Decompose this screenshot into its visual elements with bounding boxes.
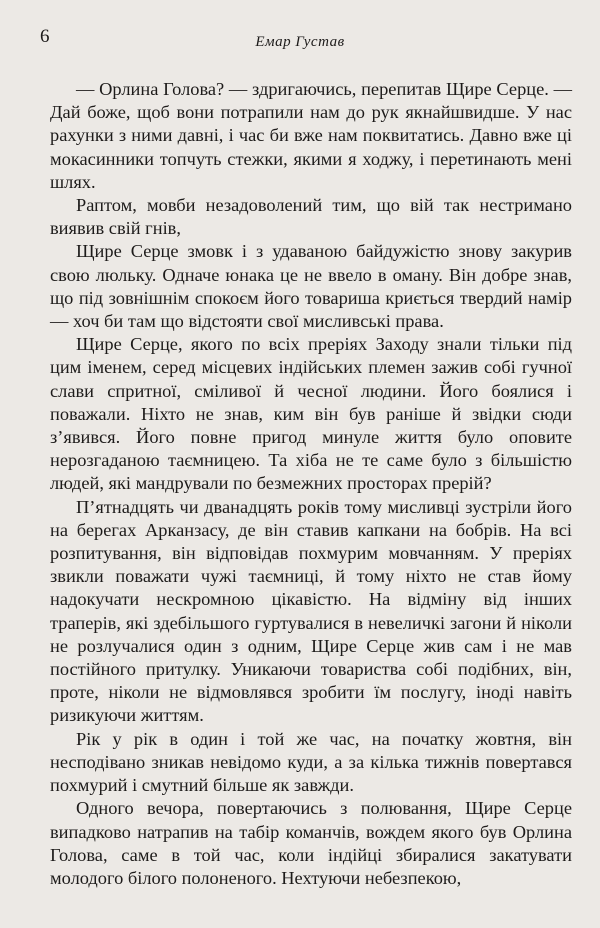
running-title: Емар Густав [255,34,345,50]
paragraph-7: Одного вечора, повертаючись з полювання, Щире Серце випадково натрапив на табір команчів, вождем якого був Орлина Голова, саме в той час, коли індійці збиралися закатувати молодого білого полоненого. Нехтуючи небезпекою, [50,798,572,888]
paragraph-6: Рік у рік в один і той же час, на початку жовтня, він несподівано зникав невідомо куди, а за кілька тижнів повертався похмурий і смутний більше як завжди. [50,728,572,796]
paragraph-5: П’ятнадцять чи дванадцять років тому мисливці зустріли його на берегах Арканзасу, де він ставив капкани на бобрів. На всі розпитування, він відповідав похмурим мовчанням. У преріях звикли поважати чужі таємниці, й тому ніхто не став йому надокучати нескромною цікавістю. На відміну від інших траперів, які здебільшого гуртувалися в невеличкі загони й ніколи не розлучалися один з одним, Щире Серце жив сам і не мав постійного притулку. Уникаючи товариства собі подібних, він, проте, ніколи не відмовлявся зробити їм послугу, іноді навіть ризикуючи життям. [50,496,572,726]
paragraph-4: Щире Серце, якого по всіх преріях Заходу знали тільки під цим іменем, серед місцевих індійських племен зажив собі гучної слави спритної, сміливої й чесної людини. Його боялися і поважали. Ніхто не знав, ким він був раніше й звідки сюди з’явився. Його повне пригод минуле життя було оповите нерозгаданою таємницею. Та хіба не те саме було з більшістю людей, які мандрували по безмежних просторах прерій? [50,334,572,494]
paragraph-3: Щире Серце змовк і з удаваною байдужістю знову закурив свою люльку. Одначе юнака це не ввело в оману. Він добре знав, що під зовнішнім спокоєм його товариша криється твердий намір — хоч би там що відстояти свої мисливські права. [50,241,572,332]
body-text [50,78,572,890]
paragraph-2: Раптом, мовби незадоволений тим, що вій так нестримано виявив свій гнів, [50,195,572,239]
paragraph-1: — Орлина Голова? — здригаючись, перепитав Щире Серце. — Дай боже, щоб вони потрапили нам до рук якнайшвидше. У нас рахунки з ними давні, і час би вже нам поквитатись. Давно вже ці мокасинники топчуть стежки, якими я ходжу, і перетинають мені шлях. [50,79,572,192]
page-number: 6 [40,26,50,47]
